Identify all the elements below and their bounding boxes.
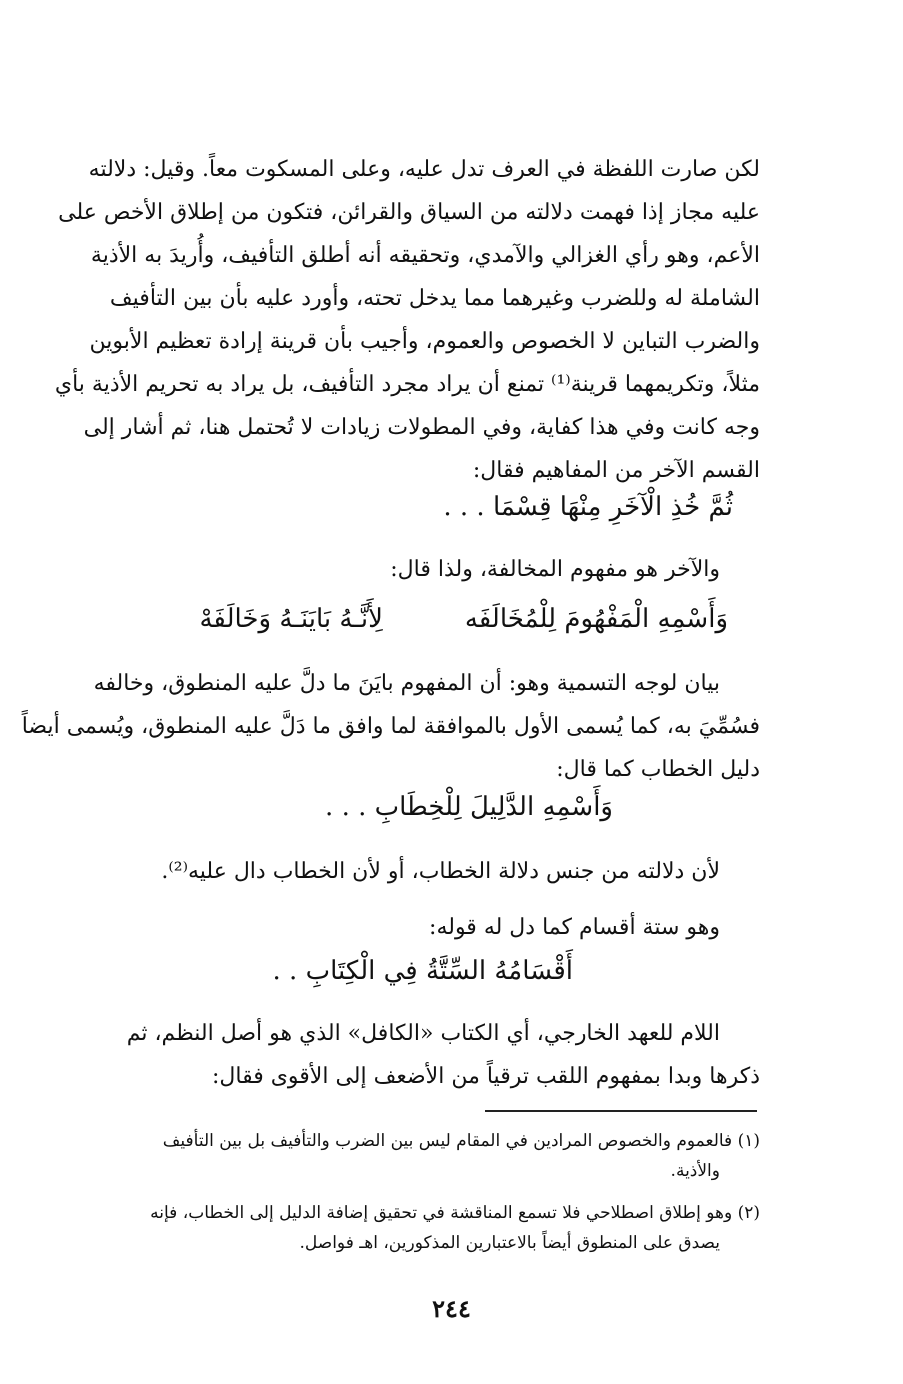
- paragraph-4: [60, 850, 760, 893]
- verse-3: وَأَسْمِهِ الدَّلِيلَ لِلْخِطَابِ . . .: [325, 792, 613, 822]
- text-line: عليه مجاز إذا فهمت دلالته من السياق والقرائن، فتكون من إطلاق الأخص على: [58, 200, 760, 225]
- footnote-1: [60, 1126, 760, 1186]
- paragraph-3: [21, 662, 760, 791]
- paragraph-6: [60, 1012, 760, 1098]
- text-line: لكن صارت اللفظة في العرف تدل عليه، وعلى المسكوت معاً. وقيل: دلالته: [88, 157, 760, 182]
- text-line: وجه كانت وفي هذا كفاية، وفي المطولات زيادات لا تُحتمل هنا، ثم أشار إلى: [83, 415, 760, 440]
- text-line: لأن دلالته من جنس دلالة الخطاب، أو لأن الخطاب دال عليه⁽²⁾.: [161, 859, 720, 884]
- footnote-line: يصدق على المنطوق أيضاً بالاعتبارين المذكورين، اهـ فواصل.: [299, 1233, 720, 1253]
- paragraph-5: [60, 906, 760, 949]
- text-line: اللام للعهد الخارجي، أي الكتاب «الكافل» الذي هو أصل النظم، ثم: [126, 1021, 720, 1046]
- verse-4: أَقْسَامُهُ السِّتَّةُ فِي الْكِتَابِ . .: [272, 956, 573, 986]
- footnote-line: (٢) وهو إطلاق اصطلاحي فلا تسمع المناقشة في تحقيق إضافة الدليل إلى الخطاب، فإنه: [150, 1203, 760, 1223]
- verse-2-right-hemistich: وَأَسْمِهِ الْمَفْهُومَ لِلْمُخَالَفَه: [464, 604, 728, 634]
- footnote-line: والأذية.: [670, 1161, 720, 1181]
- page-number: ٢٤٤: [432, 1294, 471, 1323]
- text-line: مثلاً، وتكريمهما قرينة⁽¹⁾ تمنع أن يراد مجرد التأفيف، بل يراد به تحريم الأذية بأي: [54, 372, 760, 397]
- text-line: دليل الخطاب كما قال:: [556, 757, 760, 782]
- paragraph-2: [60, 548, 760, 591]
- text-line: الشاملة له وللضرب وغيرهما مما يدخل تحته، وأورد عليه بأن بين التأفيف: [109, 286, 760, 311]
- verse-2-left-hemistich: لِأَنَّـهُ بَايَنَـهُ وَخَالَفَهْ: [199, 604, 383, 634]
- text-line: الأعم، وهو رأي الغزالي والآمدي، وتحقيقه أنه أطلق التأفيف، وأُريدَ به الأذية: [90, 243, 760, 268]
- verse-1: ثُمَّ خُذِ الْآخَرِ مِنْهَا قِسْمَا . . .: [443, 492, 733, 522]
- text-line: والآخر هو مفهوم المخالفة، ولذا قال:: [390, 557, 720, 582]
- text-line: فسُمِّيَ به، كما يُسمى الأول بالموافقة لما وافق ما دَلَّ عليه المنطوق، ويُسمى أيضاً: [21, 714, 760, 739]
- footnote-separator: [485, 1110, 757, 1112]
- text-line: وهو ستة أقسام كما دل له قوله:: [429, 915, 720, 940]
- paragraph-1: [54, 148, 760, 492]
- text-line: القسم الآخر من المفاهيم فقال:: [472, 458, 760, 483]
- footnote-2: [60, 1198, 760, 1258]
- text-line: بيان لوجه التسمية وهو: أن المفهوم بايَنَ ما دلَّ عليه المنطوق، وخالفه: [93, 671, 720, 696]
- footnote-line: (١) فالعموم والخصوص المرادين في المقام ليس بين الضرب والتأفيف بل بين التأفيف: [162, 1131, 760, 1151]
- text-line: ذكرها وبدا بمفهوم اللقب ترقياً من الأضعف إلى الأقوى فقال:: [211, 1064, 760, 1089]
- text-line: والضرب التباين لا الخصوص والعموم، وأجيب بأن قرينة إرادة تعظيم الأبوين: [89, 329, 760, 354]
